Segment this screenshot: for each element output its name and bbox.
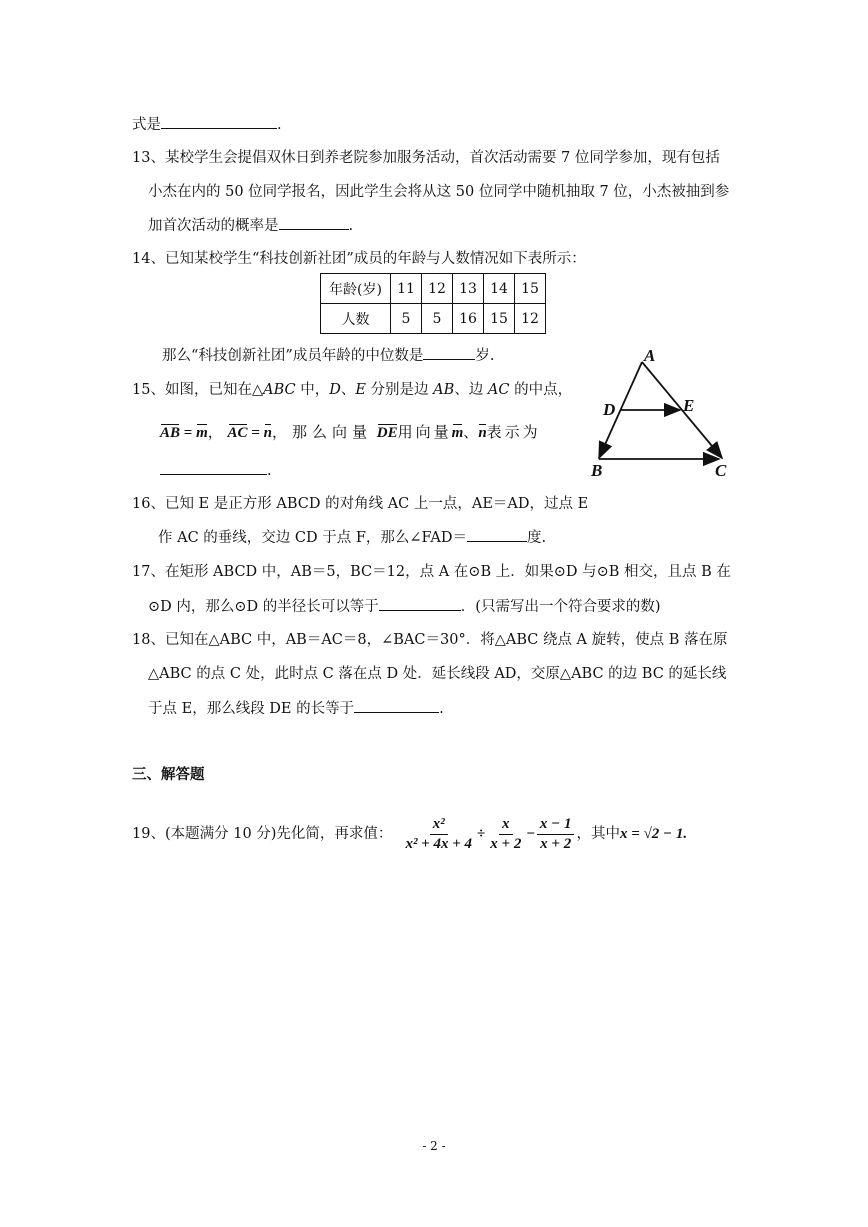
q15-text: AB: [433, 382, 455, 398]
label-b: B: [591, 461, 603, 480]
answer-blank: [279, 215, 349, 230]
q19-value: x = √2 − 1.: [619, 826, 688, 842]
q18-line-1: 18、已知在△ABC 中，AB＝AC＝8，∠BAC＝30°．将△ABC 绕点 A 旋转，使点 B 落在原: [132, 632, 728, 648]
q15-text: AC: [487, 382, 510, 398]
table-cell: 15: [484, 304, 515, 334]
vector-de: DE: [376, 425, 398, 441]
fraction-2: [487, 815, 524, 854]
q13-line-2: 小杰在内的 50 位同学报名，因此学生会将从这 50 位同学中随机抽取 7 位，小杰被抽到参: [148, 184, 730, 200]
q18-line-3: [148, 698, 444, 719]
q16-unit: 度.: [526, 530, 547, 546]
q17-note: ．(只需写出一个符合要求的数): [460, 599, 661, 615]
table-header-cell: 年龄(岁): [321, 274, 391, 304]
answer-blank: [379, 596, 461, 611]
table-cell: 16: [453, 304, 484, 334]
q15-line-2: AB = m， AC = n，那么向量 DE用向量m、n表示为: [160, 423, 541, 441]
q13-line-1: 13、某校学生会提倡双休日到养老院参加服务活动，首次活动需要 7 位同学参加，现有包括: [132, 150, 720, 166]
fraction-numerator: x: [499, 815, 513, 835]
vector-n: n: [478, 425, 487, 441]
q16-line-1: 16、已知 E 是正方形 ABCD 的对角线 AC 上一点，AE＝AD，过点 E: [132, 496, 589, 512]
table-cell: 12: [515, 304, 546, 334]
table-cell: 13: [453, 274, 484, 304]
q19-text: 19、(本题满分 10 分)先化简，再求值：: [132, 826, 393, 842]
label-d: D: [603, 400, 616, 419]
fraction-numerator: x − 1: [537, 815, 575, 835]
answer-blank: [354, 698, 439, 713]
fraction-numerator: x²: [430, 815, 448, 835]
q15-text: 、: [340, 382, 356, 398]
minus-sign: −: [526, 826, 535, 842]
page-number: - 2 -: [422, 1139, 446, 1153]
q15-text: 15、如图，已知在△: [132, 382, 264, 398]
table-row: [321, 274, 546, 304]
fraction-1: [402, 815, 475, 854]
table-cell: 15: [515, 274, 546, 304]
q15-text: E: [355, 382, 366, 398]
q18-line-2: △ABC 的点 C 处，此时点 C 落在点 D 处．延长线段 AD，交原△ABC 的边 BC 的延长线: [148, 666, 727, 682]
table-cell: 12: [422, 274, 453, 304]
q17-text: ⊙D 内，那么⊙D 的半径长可以等于: [148, 599, 379, 615]
q15-text: 的中点，: [509, 382, 573, 398]
q15-text: 、: [463, 423, 479, 441]
table-cell: 14: [484, 274, 515, 304]
q12-text: 式是: [132, 117, 161, 133]
vector-n: n: [263, 425, 272, 441]
table-cell: 5: [422, 304, 453, 334]
q16-line-2: [158, 527, 546, 548]
q17-line-1: 17、在矩形 ABCD 中，AB＝5，BC＝12，点 A 在⊙B 上．如果⊙D 与⊙B 相交，且点 B 在: [132, 564, 731, 580]
q19-line: [132, 810, 687, 858]
vector-m: m: [196, 425, 208, 441]
q19-text: ，其中: [576, 826, 620, 842]
age-table: [320, 273, 546, 334]
triangle-figure: [585, 345, 745, 480]
q18-text: .: [439, 701, 444, 717]
answer-blank: [160, 460, 267, 475]
fraction-denominator: x + 2: [490, 835, 522, 852]
q15-text: ，那么向量: [271, 423, 372, 441]
q15-text: D: [329, 382, 341, 398]
q12-tail: 式是 .: [132, 114, 282, 135]
q16-text: 作 AC 的垂线，交边 CD 于点 F，那么∠FAD＝: [158, 530, 467, 546]
fraction-denominator: x + 2: [540, 835, 572, 852]
answer-blank: [467, 527, 527, 542]
table-header-cell: 人数: [321, 304, 391, 334]
q18-text: 于点 E，那么线段 DE 的长等于: [148, 701, 355, 717]
section-heading: 三、解答题: [132, 767, 205, 783]
q15-line-1: [132, 380, 572, 400]
q15-text: 、边: [454, 382, 488, 398]
label-c: C: [715, 461, 727, 480]
label-a: A: [644, 346, 656, 365]
q14-line-2: [162, 345, 494, 366]
table-row: [321, 304, 546, 334]
q13-text: 加首次活动的概率是: [148, 218, 279, 234]
table-cell: 5: [391, 304, 422, 334]
answer-blank: [423, 345, 475, 360]
q15-text: 分别是边: [365, 382, 434, 398]
vector-ab: AB: [160, 425, 181, 441]
q14-line-1: 14、已知某校学生“科技创新社团”成员的年龄与人数情况如下表所示：: [132, 251, 586, 267]
table-cell: 11: [391, 274, 422, 304]
divide-sign: ÷: [477, 826, 486, 842]
q14-unit: 岁.: [475, 348, 495, 364]
q14-text: 那么“科技创新社团”成员年龄的中位数是: [162, 348, 424, 364]
q15-line-3: .: [160, 460, 272, 481]
q13-line-3: 加首次活动的概率是 .: [148, 215, 353, 236]
q15-text: ABC: [263, 382, 296, 398]
vector-m: m: [451, 425, 464, 441]
fraction-3: [537, 815, 575, 854]
q15-text: 用向量: [397, 423, 452, 441]
q15-text: 中，: [295, 382, 330, 398]
answer-blank: [161, 114, 277, 129]
q15-text: 表示为: [486, 423, 541, 441]
vector-ac: AC: [227, 425, 248, 441]
fraction-denominator: x² + 4x + 4: [405, 835, 473, 852]
q17-line-2: [148, 596, 661, 617]
label-e: E: [683, 396, 695, 415]
